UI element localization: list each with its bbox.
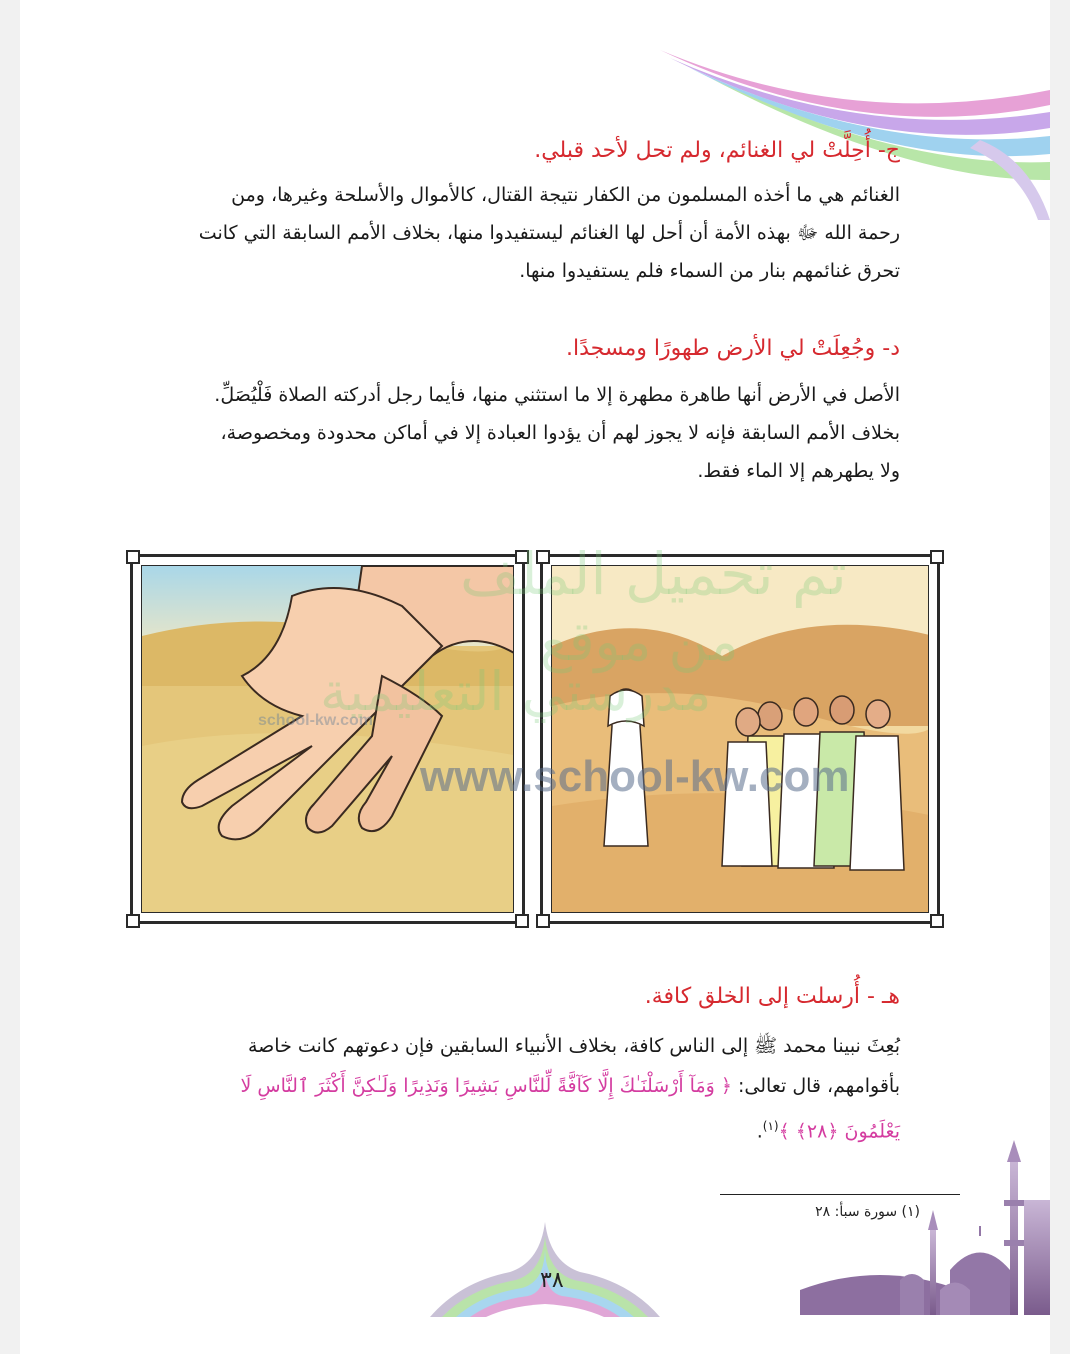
page-number: ٣٨ <box>540 1268 564 1293</box>
section-h-paragraph <box>120 1026 900 1151</box>
hands-tayammum-illustration <box>142 566 514 913</box>
mosque-silhouette-icon <box>800 1140 1050 1315</box>
text-line: تحرق غنائمهم بنار من السماء فلم يستفيدوا منها. <box>519 260 900 282</box>
footnote-reference: (١) <box>762 1119 779 1133</box>
text-line: الغنائم هي ما أخذه المسلمون من الكفار نتيجة القتال، كالأموال والأسلحة وغيرها، ومن <box>231 184 900 206</box>
watermark-url: www.school-kw.com <box>420 752 850 801</box>
text-fragment: . <box>756 1120 763 1143</box>
quran-verse-part-2: يَعْلَمُونَ ﴿٢٨﴾ ﴾ <box>778 1120 900 1143</box>
section-c-paragraph <box>120 176 900 290</box>
illustration-hands-on-sand <box>130 554 525 924</box>
text-line: بخلاف الأمم السابقة فإنه لا يجوز لهم أن يؤدوا العبادة إلا في أماكن محدودة ومخصوصة، <box>220 422 900 444</box>
section-h-title: هـ - أُرسلت إلى الخلق كافة. <box>644 984 900 1009</box>
section-d-paragraph <box>120 376 900 490</box>
watermark-line-2: من موقع <box>540 610 739 673</box>
text-line: ولا يطهرهم إلا الماء فقط. <box>697 460 900 482</box>
text-line: الأصل في الأرض أنها طاهرة مطهرة إلا ما استثني منها، فأيما رجل أدركته الصلاة فَلْيُصَلِّ. <box>214 384 900 406</box>
watermark-small-url: school-kw.com <box>258 712 373 729</box>
book-page <box>20 0 1050 1354</box>
watermark-line-3: مدرستي التعليمية <box>320 660 712 723</box>
text-line: بُعِثَ نبينا محمد ﷺ إلى الناس كافة، بخلاف الأنبياء السابقين فإن دعوتهم كانت خاصة <box>247 1035 900 1057</box>
watermark-line-1: تم تحميل الملف <box>460 540 847 608</box>
section-d-title: د- وجُعِلَتْ لي الأرض طهورًا ومسجدًا. <box>566 336 900 361</box>
text-line <box>120 1066 900 1106</box>
footnote: (١) سورة سبأ: ٢٨ <box>815 1204 920 1220</box>
text-line: رحمة الله ﷻ بهذه الأمة أن أحل لها الغنائم ليستفيدوا منها، بخلاف الأمم السابقة التي كانت <box>198 222 900 244</box>
quran-verse-part-1: ﴿ وَمَآ أَرْسَلْنَـٰكَ إِلَّا كَآفَّةً لِّلنَّاسِ بَشِيرًا وَنَذِيرًا وَلَـٰكِنَّ أَكْثَرَ ٱلنَّاسِ لَا <box>240 1075 732 1097</box>
section-c-title: ج- أُحِلَّتْ لي الغنائم، ولم تحل لأحد قبلي. <box>534 138 900 163</box>
text-line <box>120 1106 900 1151</box>
text-fragment: بأقوامهم، قال تعالى: <box>731 1075 900 1097</box>
